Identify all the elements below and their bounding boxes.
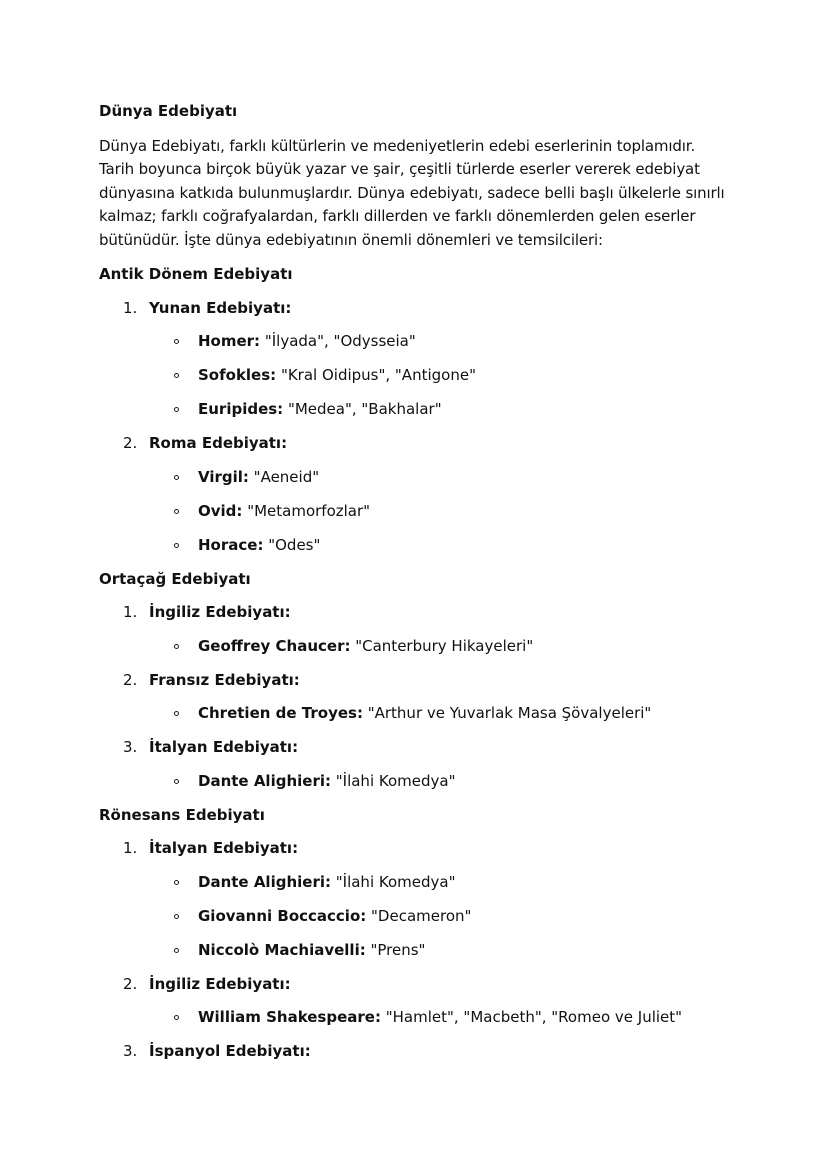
bullet-item — [99, 635, 730, 659]
circle-bullet-icon — [174, 948, 179, 953]
item-number: 1. — [123, 839, 138, 857]
item-number: 3. — [123, 1042, 138, 1060]
circle-bullet-icon — [174, 475, 179, 480]
section-heading: Ortaçağ Edebiyatı — [99, 569, 251, 588]
work-titles: "Medea", "Bakhalar" — [283, 400, 442, 418]
work-titles: "Arthur ve Yuvarlak Masa Şövalyeleri" — [362, 704, 652, 722]
circle-bullet-icon — [174, 373, 179, 378]
circle-bullet-icon — [174, 914, 179, 919]
section-antik — [99, 263, 730, 557]
item-label: İtalyan Edebiyatı: — [149, 839, 299, 857]
author-name: Chretien de Troyes: — [198, 704, 363, 722]
work-titles: "İlahi Komedya" — [330, 872, 456, 891]
circle-bullet-icon — [174, 543, 179, 548]
bullet-item — [99, 871, 730, 895]
author-name: William Shakespeare: — [198, 1008, 381, 1026]
bullet-item — [99, 330, 730, 354]
item-number: 2. — [123, 434, 138, 452]
circle-bullet-icon — [174, 407, 179, 412]
author-name: Dante Alighieri: — [198, 872, 331, 891]
bullet-item — [99, 500, 730, 524]
bullet-item — [99, 398, 730, 422]
intro-paragraph: Dünya Edebiyatı, farklı kültürlerin ve medeniyetlerin edebi eserlerinin toplamıdır. Tarih boyunca birçok büyük yazar ve şair, çeşitli türlerde eserler vererek edebiyat dünyasına katkıda bulunmuşlardır. Dünya edebiyatı, sadece belli başlı ülkelerle sınırlı kalmaz; farklı coğrafyalardan, farklı dillerden ve farklı dönemlerden gelen eserler bütünüdür. İşte dünya edebiyatının önemli dönemleri ve temsilcileri: — [99, 136, 725, 249]
item-label: İtalyan Edebiyatı: — [149, 738, 299, 756]
work-titles: "Metamorfozlar" — [242, 501, 371, 520]
circle-bullet-icon — [174, 880, 179, 885]
bullet-item — [99, 466, 730, 490]
section-heading: Rönesans Edebiyatı — [99, 805, 265, 824]
numbered-item — [99, 973, 730, 997]
author-name: Giovanni Boccaccio: — [198, 906, 367, 925]
bullet-item — [99, 364, 730, 388]
author-name: Ovid: — [198, 501, 243, 520]
item-label: Yunan Edebiyatı: — [149, 298, 292, 317]
work-titles: "Kral Oidipus", "Antigone" — [276, 366, 476, 384]
circle-bullet-icon — [174, 644, 179, 649]
item-label: Fransız Edebiyatı: — [149, 670, 300, 689]
work-titles: "Decameron" — [366, 906, 472, 925]
work-titles: "Prens" — [365, 940, 426, 959]
work-titles: "Canterbury Hikayeleri" — [350, 636, 534, 655]
author-name: Euripides: — [198, 400, 284, 418]
circle-bullet-icon — [174, 779, 179, 784]
section-ortacag — [99, 568, 730, 794]
item-label: İspanyol Edebiyatı: — [149, 1042, 311, 1060]
author-name: Sofokles: — [198, 366, 277, 384]
bullet-item — [99, 905, 730, 929]
item-label: Roma Edebiyatı: — [149, 434, 288, 452]
numbered-item — [99, 432, 730, 456]
author-name: Dante Alighieri: — [198, 771, 331, 790]
work-titles: "İlahi Komedya" — [330, 771, 456, 790]
circle-bullet-icon — [174, 339, 179, 344]
document-title: Dünya Edebiyatı — [99, 102, 238, 120]
numbered-item — [99, 669, 730, 693]
section-heading: Antik Dönem Edebiyatı — [99, 265, 293, 283]
circle-bullet-icon — [174, 1015, 179, 1020]
numbered-item — [99, 1040, 730, 1064]
item-number: 2. — [123, 974, 138, 993]
author-name: Niccolò Machiavelli: — [198, 940, 366, 959]
author-name: Virgil: — [198, 467, 249, 486]
bullet-item — [99, 702, 730, 726]
item-number: 3. — [123, 738, 138, 756]
item-number: 1. — [123, 298, 138, 317]
item-number: 2. — [123, 670, 138, 689]
numbered-item — [99, 297, 730, 321]
numbered-item — [99, 837, 730, 861]
work-titles: "İlyada", "Odysseia" — [260, 332, 416, 350]
circle-bullet-icon — [174, 711, 179, 716]
numbered-item — [99, 736, 730, 760]
bullet-item — [99, 1006, 730, 1030]
bullet-item — [99, 939, 730, 963]
work-titles: "Odes" — [263, 535, 321, 554]
work-titles: "Hamlet", "Macbeth", "Romeo ve Juliet" — [380, 1008, 683, 1026]
bullet-item — [99, 770, 730, 794]
item-number: 1. — [123, 603, 138, 621]
item-label: İngiliz Edebiyatı: — [149, 603, 291, 621]
bullet-item — [99, 534, 730, 558]
section-ronesans — [99, 804, 730, 1064]
circle-bullet-icon — [174, 509, 179, 514]
work-titles: "Aeneid" — [248, 467, 320, 486]
author-name: Geoffrey Chaucer: — [198, 636, 351, 655]
author-name: Horace: — [198, 535, 264, 554]
numbered-item — [99, 601, 730, 625]
author-name: Homer: — [198, 332, 261, 350]
item-label: İngiliz Edebiyatı: — [149, 974, 291, 993]
